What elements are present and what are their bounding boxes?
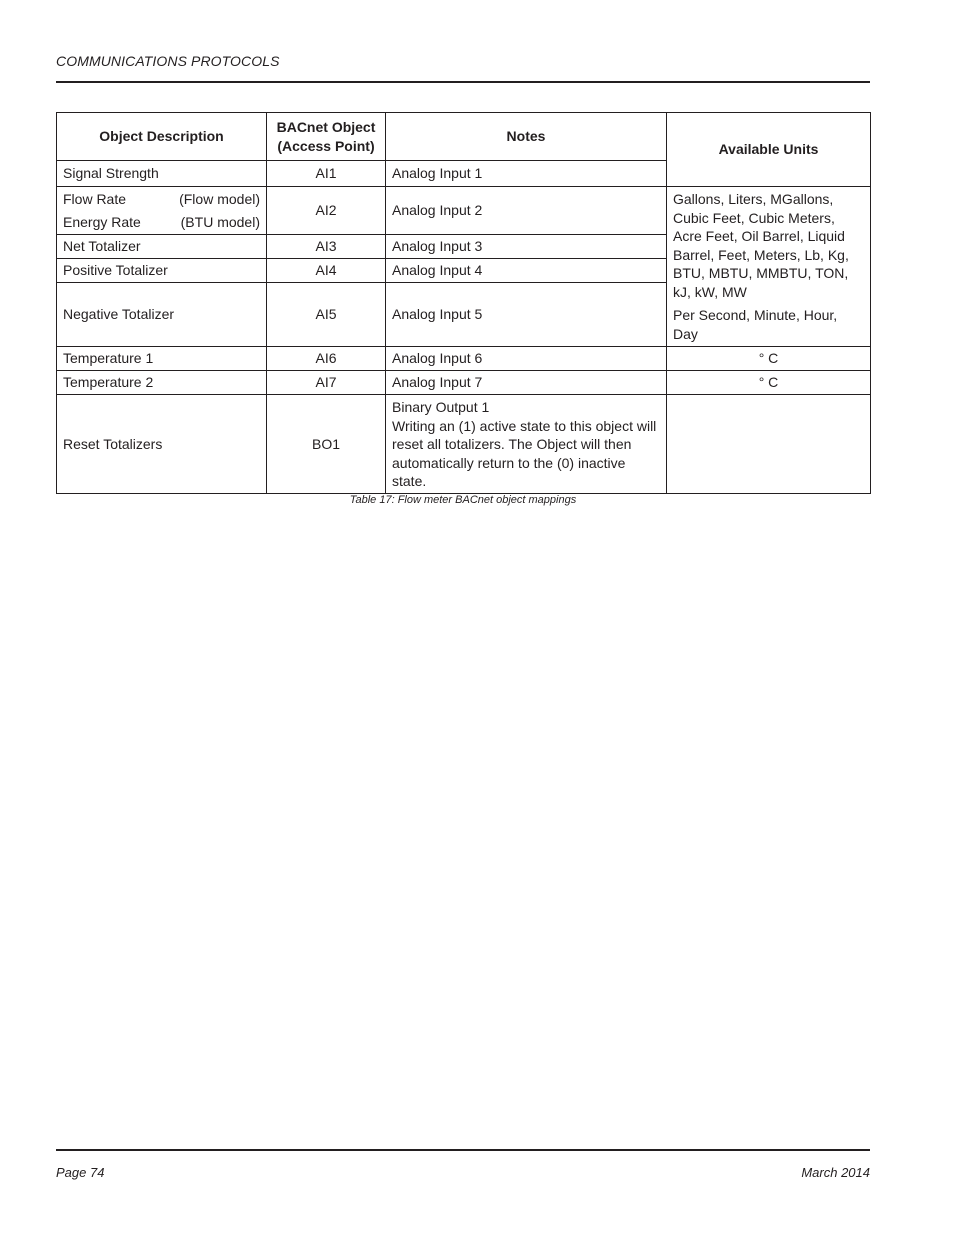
units-list: Gallons, Liters, MGallons, Cubic Feet, Cubic Meters, Acre Feet, Oil Barrel, Liquid Barrel, Feet, Meters, Lb, Kg, BTU, MBTU, MMBTU, TON, kJ, kW, MW <box>673 191 849 300</box>
table-row <box>57 187 871 235</box>
cell-description: Reset Totalizers <box>57 395 267 494</box>
table-row <box>57 347 871 371</box>
cell-object: AI3 <box>267 235 386 259</box>
cell-notes: Analog Input 6 <box>386 347 667 371</box>
cell-object: AI2 <box>267 187 386 235</box>
header-bacnet-object <box>267 113 386 161</box>
cell-notes: Analog Input 1 <box>386 161 667 187</box>
flow-rate-label: Flow Rate <box>63 190 127 207</box>
header-object-description: Object Description <box>57 113 267 161</box>
energy-rate-line <box>63 213 260 232</box>
energy-rate-label: Energy Rate <box>63 213 141 230</box>
cell-object: AI4 <box>267 259 386 283</box>
footer-rule <box>56 1149 870 1151</box>
cell-notes: Analog Input 3 <box>386 235 667 259</box>
publication-date: March 2014 <box>801 1165 870 1180</box>
page-number: Page 74 <box>56 1165 105 1180</box>
header-notes: Notes <box>386 113 667 161</box>
cell-description: Temperature 1 <box>57 347 267 371</box>
running-header: COMMUNICATIONS PROTOCOLS <box>56 53 280 69</box>
table-caption: Table 17: Flow meter BACnet object mappings <box>349 494 577 506</box>
header-bacnet-object-line1: BACnet Object <box>276 118 376 135</box>
cell-notes: Analog Input 2 <box>386 187 667 235</box>
cell-units: ° C <box>667 347 871 371</box>
cell-description: Positive Totalizer <box>57 259 267 283</box>
header-available-units: Available Units <box>667 113 871 187</box>
cell-object: AI1 <box>267 161 386 187</box>
table-row <box>57 371 871 395</box>
cell-notes: Analog Input 4 <box>386 259 667 283</box>
btu-model-label: (BTU model) <box>180 213 260 230</box>
cell-description: Signal Strength <box>57 161 267 187</box>
cell-object: AI6 <box>267 347 386 371</box>
notes-line1: Binary Output 1 <box>392 399 490 415</box>
cell-description <box>57 187 267 235</box>
notes-line2: Writing an (1) active state to this object will reset all totalizers. The Object will then automatically return to the (0) inactive state. <box>392 417 657 490</box>
cell-notes: Analog Input 7 <box>386 371 667 395</box>
cell-available-units <box>667 187 871 347</box>
header-rule <box>56 81 870 83</box>
cell-object: AI7 <box>267 371 386 395</box>
cell-object: BO1 <box>267 395 386 494</box>
cell-description: Negative Totalizer <box>57 283 267 347</box>
units-per-time: Per Second, Minute, Hour, Day <box>673 307 838 342</box>
cell-description: Net Totalizer <box>57 235 267 259</box>
cell-notes <box>386 395 667 494</box>
cell-object: AI5 <box>267 283 386 347</box>
bacnet-object-table <box>56 112 871 494</box>
cell-units <box>667 395 871 494</box>
table-header-row <box>57 113 871 161</box>
flow-model-label: (Flow model) <box>179 190 260 207</box>
cell-notes: Analog Input 5 <box>386 283 667 347</box>
table-row <box>57 395 871 494</box>
cell-description: Temperature 2 <box>57 371 267 395</box>
flow-rate-line <box>63 190 260 209</box>
cell-units: ° C <box>667 371 871 395</box>
header-bacnet-object-line2: (Access Point) <box>277 137 375 154</box>
